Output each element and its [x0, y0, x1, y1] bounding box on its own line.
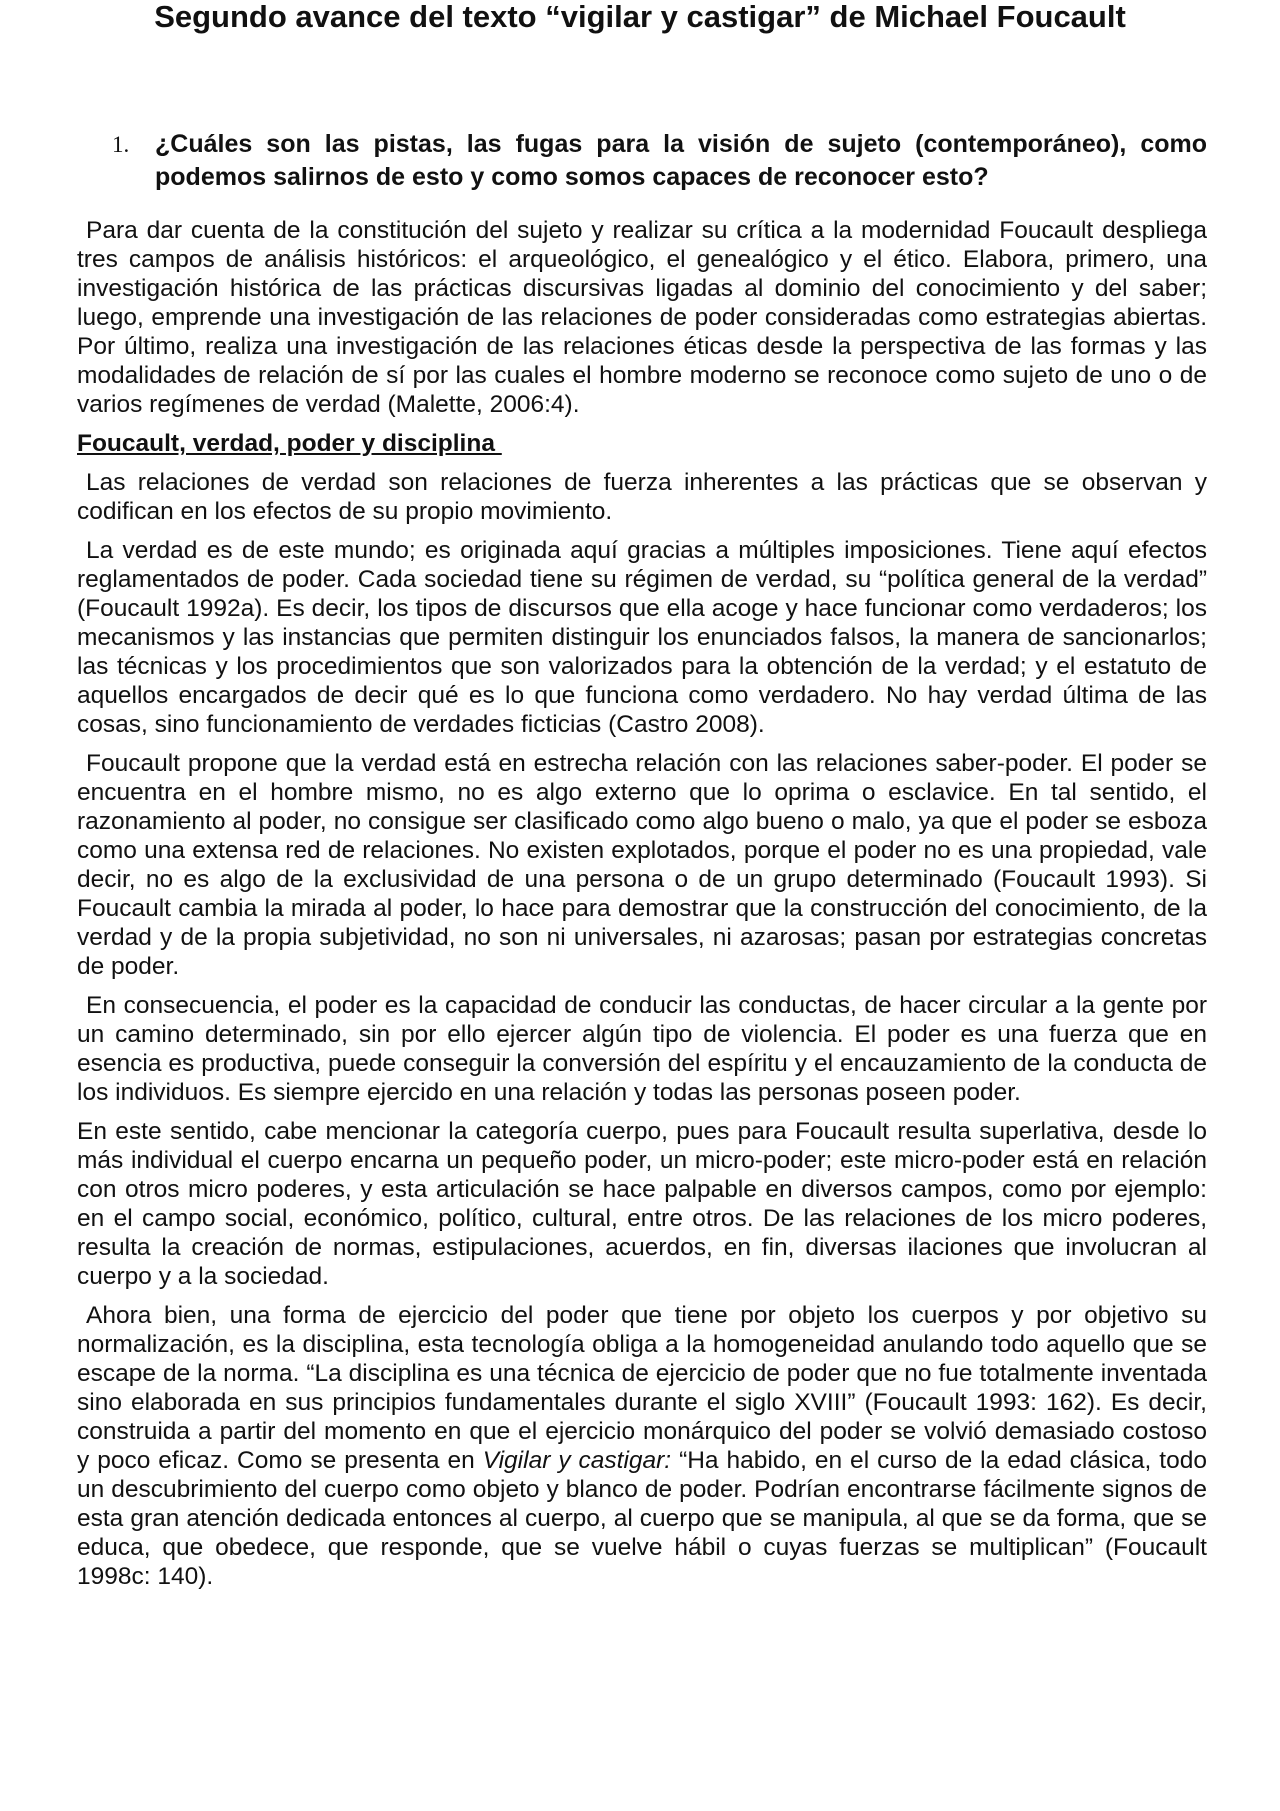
paragraph-knowledge-power: Foucault propone que la verdad está en estrecha relación con las relaciones saber-poder. El poder se encuentra en el hombre mismo, no es algo externo que lo oprima o esclavice. En tal sentido, el razonamiento al poder, no consigue ser clasificado como algo bueno o malo, ya que el poder se esboza como una extensa red de relaciones. No existen explotados, porque el poder no es una propiedad, vale decir, no es algo de la exclusividad de una persona o de un grupo determinado (Foucault 1993). Si Foucault cambia la mirada al poder, lo hace para demostrar que la construcción del conocimiento, de la verdad y de la propia subjetividad, no son ni universales, ni azarosas; pasan por estrategias concretas de poder.: [77, 750, 1207, 980]
intro-paragraph: Para dar cuenta de la constitución del sujeto y realizar su crítica a la modernidad Foucault despliega tres campos de análisis históricos: el arqueológico, el genealógico y el ético. Elabora, primero, una investigación histórica de las prácticas discursivas ligadas al dominio del conocimiento y del saber; luego, emprende una investigación de las relaciones de poder consideradas como estrategias abiertas. Por último, realiza una investigación de las relaciones éticas desde la perspectiva de las formas y las modalidades de relación de sí por las cuales el hombre moderno se reconoce como sujeto de uno o de varios regímenes de verdad (Malette, 2006:4).: [77, 217, 1207, 418]
question-item: [112, 128, 1207, 194]
document-body: [77, 216, 1207, 1601]
section-heading: Foucault, verdad, poder y disciplina: [77, 430, 502, 457]
paragraph-discipline: [77, 1301, 1207, 1591]
paragraph-conduct: En consecuencia, el poder es la capacidad de conducir las conductas, de hacer circular a la gente por un camino determinado, sin por ello ejercer algún tipo de violencia. El poder es una fuerza que en esencia es productiva, puede conseguir la conversión del espíritu y el encauzamiento de la conducta de los individuos. Es siempre ejercido en una relación y todas las personas poseen poder.: [77, 992, 1207, 1106]
discipline-text-after: “Ha habido, en el curso de la edad clásica, todo un descubrimiento del cuerpo como objeto y blanco de poder. Podrían encontrarse fácilmente signos de esta gran atención dedicada entonces al cuerpo, al cuerpo que se manipula, al que se da forma, que se educa, que obedece, que responde, que se vuelve hábil o cuyas fuerzas se multiplican” (Foucault 1998c: 140).: [77, 1447, 1207, 1590]
discipline-text-before: Ahora bien, una forma de ejercicio del poder que tiene por objeto los cuerpos y por objetivo su normalización, es la disciplina, esta tecnología obliga a la homogeneidad anulando todo aquello que se escape de la norma. “La disciplina es una técnica de ejercicio de poder que no fue totalmente inventada sino elaborada en sus principios fundamentales durante el siglo XVIII” (Foucault 1993: 162). Es decir, construida a partir del momento en que el ejercicio monárquico del poder se volvió demasiado costoso y poco eficaz. Como se presenta en: [77, 1302, 1207, 1474]
document-title: Segundo avance del texto “vigilar y castigar” de Michael Foucault: [154, 0, 1126, 34]
paragraph-body-category: En este sentido, cabe mencionar la categoría cuerpo, pues para Foucault resulta superlativa, desde lo más individual el cuerpo encarna un pequeño poder, un micro-poder; este micro-poder está en relación con otros micro poderes, y esta articulación se hace palpable en diversos campos, como por ejemplo: en el campo social, económico, político, cultural, entre otros. De las relaciones de los micro poderes, resulta la creación de normas, estipulaciones, acuerdos, en fin, diversas ilaciones que involucran al cuerpo y a la sociedad.: [77, 1118, 1207, 1290]
paragraph-truth-relations: Las relaciones de verdad son relaciones de fuerza inherentes a las prácticas que se observan y codifican en los efectos de su propio movimiento.: [77, 469, 1207, 525]
question-number: 1.: [112, 132, 130, 157]
paragraph-regime-of-truth: La verdad es de este mundo; es originada aquí gracias a múltiples imposiciones. Tiene aquí efectos reglamentados de poder. Cada sociedad tiene su régimen de verdad, su “política general de la verdad” (Foucault 1992a). Es decir, los tipos de discursos que ella acoge y hace funcionar como verdaderos; los mecanismos y las instancias que permiten distinguir los enunciados falsos, la manera de sancionarlos; las técnicas y los procedimientos que son valorizados para la obtención de la verdad; y el estatuto de aquellos encargados de decir qué es lo que funciona como verdadero. No hay verdad última de las cosas, sino funcionamiento de verdades ficticias (Castro 2008).: [77, 537, 1207, 738]
question-text: ¿Cuáles son las pistas, las fugas para la visión de sujeto (contemporáneo), como podemos salirnos de esto y como somos capaces de reconocer esto?: [155, 130, 1207, 191]
book-title-italic: Vigilar y castigar:: [482, 1447, 672, 1474]
